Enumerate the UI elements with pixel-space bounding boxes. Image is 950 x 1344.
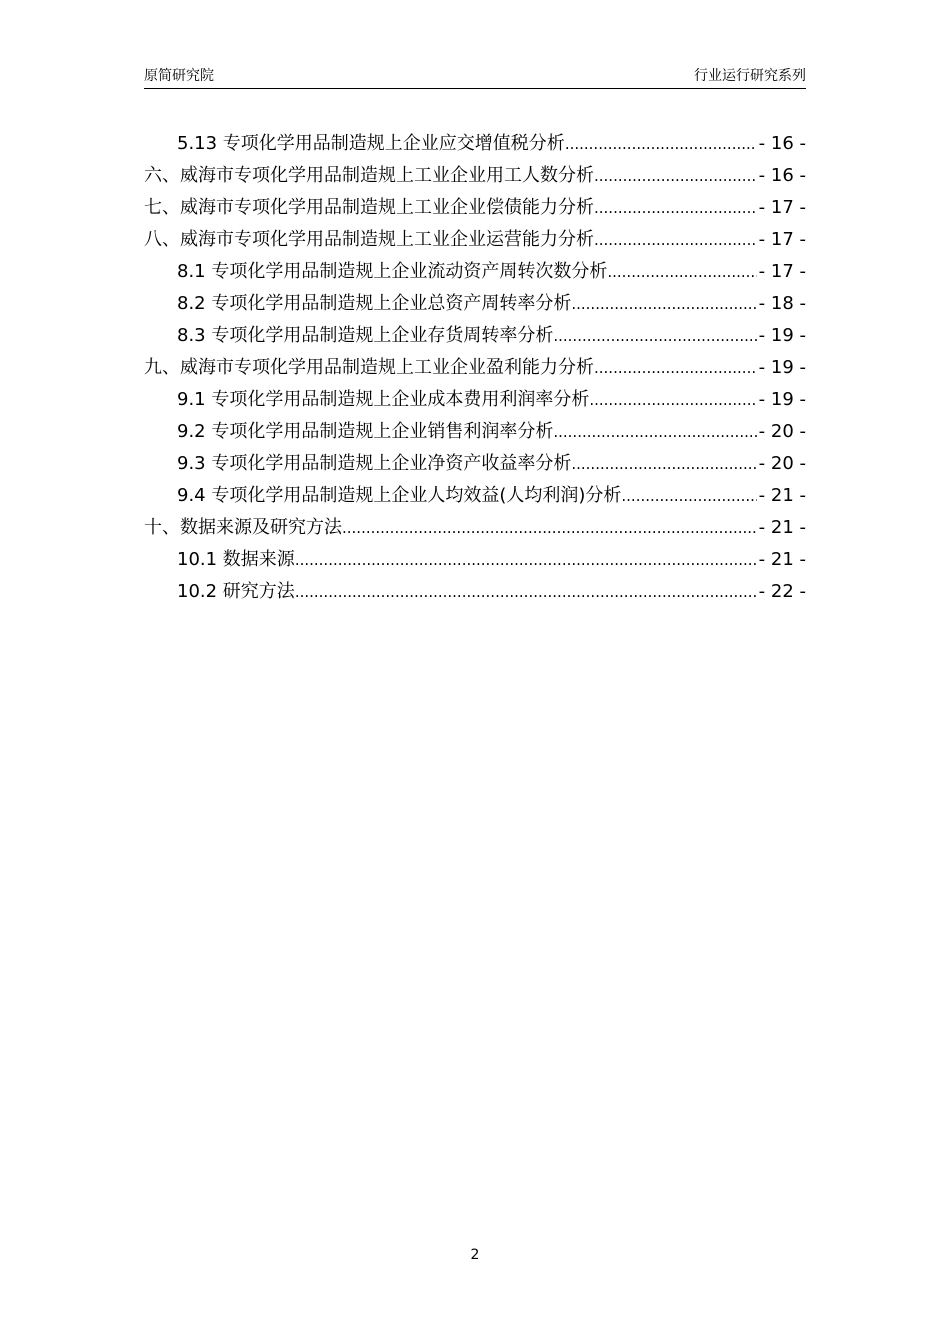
toc-entry-page: - 17 -	[758, 229, 806, 250]
toc-entry[interactable]	[144, 192, 806, 224]
toc-entry-title: 5.13 专项化学用品制造规上企业应交增值税分析	[177, 133, 565, 154]
toc-leader-dots	[594, 224, 757, 256]
toc-entry-title: 9.4 专项化学用品制造规上企业人均效益(人均利润)分析	[177, 485, 622, 506]
toc-leader-dots	[295, 576, 757, 608]
toc-leader-dots	[565, 128, 757, 160]
table-of-contents	[144, 128, 806, 608]
toc-leader-dots	[621, 480, 756, 512]
toc-leader-dots	[571, 288, 756, 320]
toc-entry-title: 9.3 专项化学用品制造规上企业净资产收益率分析	[177, 453, 572, 474]
toc-entry-page: - 16 -	[758, 165, 806, 186]
toc-entry[interactable]	[144, 480, 806, 512]
toc-leader-dots	[594, 192, 757, 224]
toc-entry[interactable]	[144, 576, 806, 608]
toc-entry-title: 9.1 专项化学用品制造规上企业成本费用利润率分析	[177, 389, 590, 410]
toc-entry-title: 八、威海市专项化学用品制造规上工业企业运营能力分析	[144, 229, 594, 250]
toc-entry-title: 10.1 数据来源	[177, 549, 295, 570]
toc-leader-dots	[553, 416, 756, 448]
toc-leader-dots	[571, 448, 756, 480]
toc-leader-dots	[594, 352, 757, 384]
toc-leader-dots	[607, 256, 756, 288]
toc-entry[interactable]	[144, 256, 806, 288]
toc-entry[interactable]	[144, 352, 806, 384]
toc-entry-page: - 20 -	[758, 421, 806, 442]
toc-entry-title: 8.1 专项化学用品制造规上企业流动资产周转次数分析	[177, 261, 608, 282]
toc-entry-title: 8.3 专项化学用品制造规上企业存货周转率分析	[177, 325, 554, 346]
toc-leader-dots	[295, 544, 757, 576]
toc-entry-title: 六、威海市专项化学用品制造规上工业企业用工人数分析	[144, 165, 594, 186]
toc-entry[interactable]	[144, 384, 806, 416]
toc-entry-page: - 17 -	[758, 197, 806, 218]
toc-entry-page: - 22 -	[758, 581, 806, 602]
toc-entry-page: - 19 -	[758, 325, 806, 346]
toc-entry-title: 9.2 专项化学用品制造规上企业销售利润率分析	[177, 421, 554, 442]
toc-entry-page: - 19 -	[758, 389, 806, 410]
header-publisher: 原简研究院	[144, 68, 214, 84]
page-number: 2	[470, 1247, 480, 1263]
toc-entry[interactable]	[144, 160, 806, 192]
toc-entry[interactable]	[144, 416, 806, 448]
toc-leader-dots	[342, 512, 757, 544]
toc-entry-page: - 21 -	[758, 485, 806, 506]
toc-entry[interactable]	[144, 512, 806, 544]
toc-entry-page: - 20 -	[758, 453, 806, 474]
toc-entry-title: 九、威海市专项化学用品制造规上工业企业盈利能力分析	[144, 357, 594, 378]
toc-entry-page: - 21 -	[758, 549, 806, 570]
page-header	[144, 66, 806, 89]
toc-entry-page: - 16 -	[758, 133, 806, 154]
toc-entry[interactable]	[144, 128, 806, 160]
toc-leader-dots	[594, 160, 757, 192]
toc-entry[interactable]	[144, 448, 806, 480]
toc-entry[interactable]	[144, 224, 806, 256]
toc-entry-title: 十、数据来源及研究方法	[144, 517, 342, 538]
header-series: 行业运行研究系列	[694, 68, 806, 84]
toc-entry[interactable]	[144, 320, 806, 352]
toc-entry[interactable]	[144, 288, 806, 320]
toc-entry-page: - 21 -	[758, 517, 806, 538]
toc-entry[interactable]	[144, 544, 806, 576]
toc-entry-title: 10.2 研究方法	[177, 581, 295, 602]
toc-entry-title: 七、威海市专项化学用品制造规上工业企业偿债能力分析	[144, 197, 594, 218]
toc-entry-title: 8.2 专项化学用品制造规上企业总资产周转率分析	[177, 293, 572, 314]
toc-entry-page: - 19 -	[758, 357, 806, 378]
toc-leader-dots	[553, 320, 756, 352]
toc-entry-page: - 18 -	[758, 293, 806, 314]
toc-leader-dots	[589, 384, 756, 416]
toc-entry-page: - 17 -	[758, 261, 806, 282]
